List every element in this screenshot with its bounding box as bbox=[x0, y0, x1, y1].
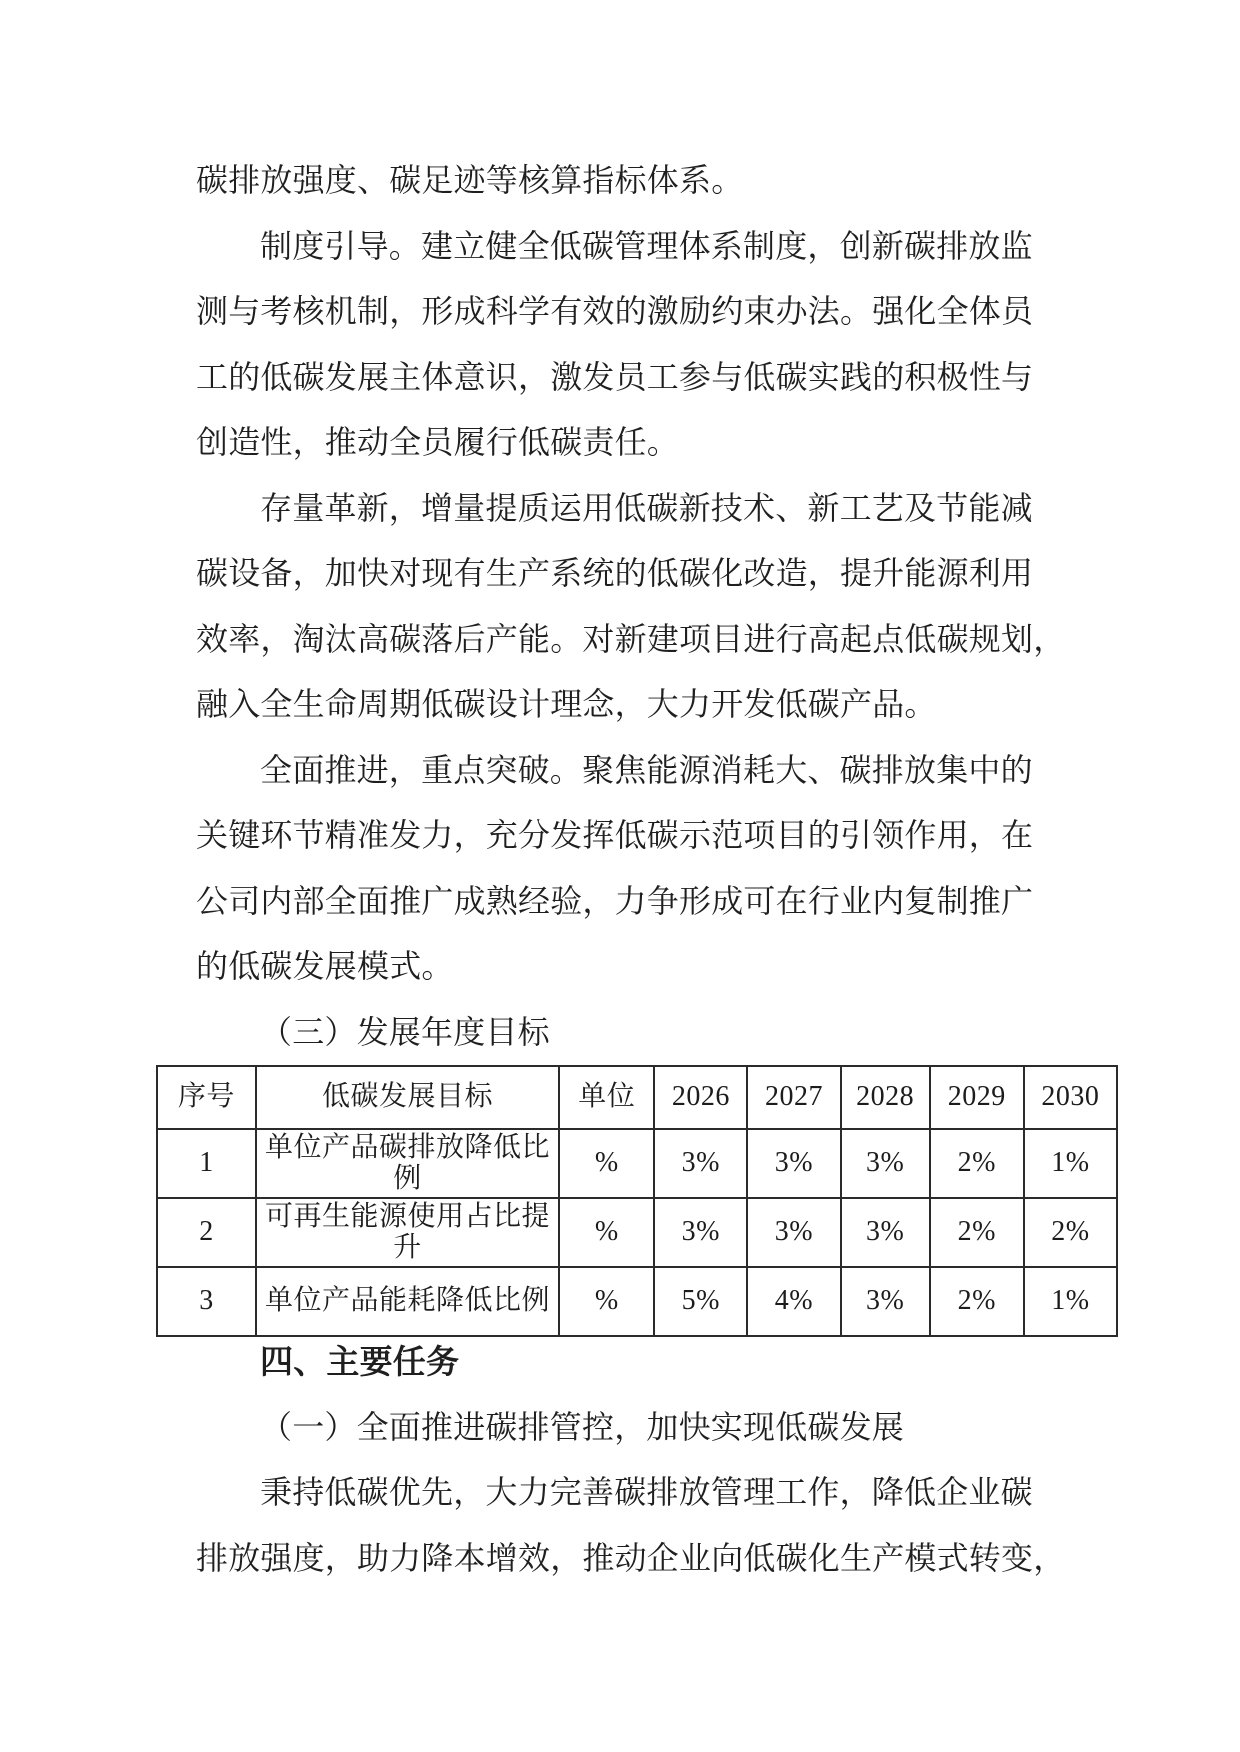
paragraph-line: 碳排放强度、碳足迹等核算指标体系。 bbox=[196, 162, 744, 198]
table-header-cell: 单位 bbox=[559, 1066, 654, 1129]
paragraph-line: 的低碳发展模式。 bbox=[196, 948, 454, 984]
table-cell: 1 bbox=[157, 1129, 256, 1198]
table-cell: 3% bbox=[841, 1198, 930, 1267]
paragraph-line: 碳设备，加快对现有生产系统的低碳化改造，提升能源利用 bbox=[196, 555, 1034, 591]
paragraph-line: 融入全生命周期低碳设计理念，大力开发低碳产品。 bbox=[196, 686, 937, 722]
table-cell: 可再生能源使用占比提升 bbox=[256, 1198, 559, 1267]
table-cell: 单位产品能耗降低比例 bbox=[256, 1267, 559, 1336]
table-header-cell: 2028 bbox=[841, 1066, 930, 1129]
table-header-row bbox=[157, 1066, 1117, 1129]
paragraph-line: 测与考核机制，形成科学有效的激励约束办法。强化全体员 bbox=[196, 293, 1034, 329]
table-row bbox=[157, 1129, 1117, 1198]
table-header-cell: 2030 bbox=[1024, 1066, 1117, 1129]
table-row bbox=[157, 1198, 1117, 1267]
table-cell: 3% bbox=[747, 1129, 840, 1198]
table-cell: % bbox=[559, 1198, 654, 1267]
paragraph-line: 关键环节精准发力，充分发挥低碳示范项目的引领作用，在 bbox=[196, 817, 1034, 853]
document-body bbox=[177, 148, 1100, 1591]
subsection-heading-carbon-control: （一）全面推进碳排管控，加快实现低碳发展 bbox=[260, 1408, 905, 1445]
paragraph-line: 全面推进，重点突破。聚焦能源消耗大、碳排放集中的 bbox=[260, 751, 1033, 788]
table-cell: % bbox=[559, 1129, 654, 1198]
section-heading-annual-goals: （三）发展年度目标 bbox=[260, 1013, 550, 1050]
paragraph-line: 创造性，推动全员履行低碳责任。 bbox=[196, 424, 680, 460]
table-cell: 单位产品碳排放降低比例 bbox=[256, 1129, 559, 1198]
table-cell: 2% bbox=[930, 1267, 1024, 1336]
table-cell: 5% bbox=[654, 1267, 747, 1336]
table-cell: 4% bbox=[747, 1267, 840, 1336]
table-header-cell: 2027 bbox=[747, 1066, 840, 1129]
table-cell: 3 bbox=[157, 1267, 256, 1336]
paragraph-line: 制度引导。建立健全低碳管理体系制度，创新碳排放监 bbox=[260, 227, 1033, 264]
table-header-cell: 2026 bbox=[654, 1066, 747, 1129]
table-row bbox=[157, 1267, 1117, 1336]
paragraph-line: 排放强度，助力降本增效，推动企业向低碳化生产模式转变， bbox=[196, 1539, 1066, 1576]
table-cell: 1% bbox=[1024, 1267, 1117, 1336]
table-cell: 3% bbox=[841, 1267, 930, 1336]
paragraph-line: 效率，淘汰高碳落后产能。对新建项目进行高起点低碳规划， bbox=[196, 620, 1066, 657]
table-cell: 3% bbox=[654, 1198, 747, 1267]
table-cell: 2% bbox=[1024, 1198, 1117, 1267]
table-header-cell: 序号 bbox=[157, 1066, 256, 1129]
paragraph-line: 存量革新，增量提质运用低碳新技术、新工艺及节能减 bbox=[260, 489, 1033, 526]
annual-goals-table bbox=[156, 1065, 1118, 1337]
paragraph-line: 工的低碳发展主体意识，激发员工参与低碳实践的积极性与 bbox=[196, 358, 1034, 395]
table-cell: 1% bbox=[1024, 1129, 1117, 1198]
table-cell: 2% bbox=[930, 1129, 1024, 1198]
table-header-cell: 2029 bbox=[930, 1066, 1024, 1129]
table-cell: 3% bbox=[747, 1198, 840, 1267]
table-cell: 3% bbox=[841, 1129, 930, 1198]
table-cell: % bbox=[559, 1267, 654, 1336]
table-cell: 2 bbox=[157, 1198, 256, 1267]
table-header-cell: 低碳发展目标 bbox=[256, 1066, 559, 1129]
paragraph-line: 秉持低碳优先，大力完善碳排放管理工作，降低企业碳 bbox=[260, 1474, 1033, 1510]
table-cell: 2% bbox=[930, 1198, 1024, 1267]
paragraph-line: 公司内部全面推广成熟经验，力争形成可在行业内复制推广 bbox=[196, 882, 1034, 919]
section-heading-main-tasks: 四、主要任务 bbox=[260, 1343, 460, 1380]
table-cell: 3% bbox=[654, 1129, 747, 1198]
